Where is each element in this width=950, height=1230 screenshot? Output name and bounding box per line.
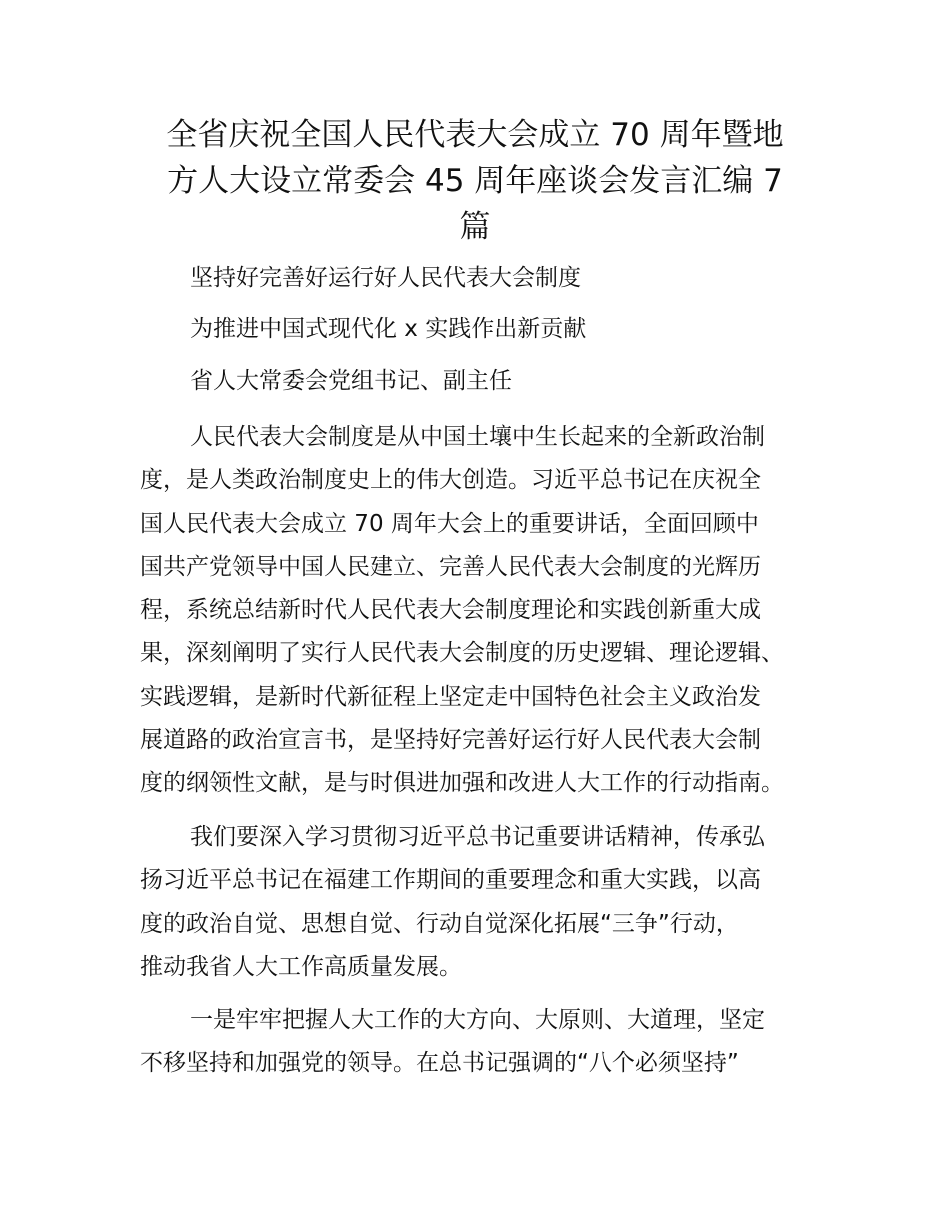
title-line: 篇	[459, 209, 491, 245]
paragraph-line: 实践逻辑，是新时代新征程上坚定走中国特色社会主义政治发	[140, 683, 761, 710]
speech-heading-line-1: 坚持好完善好运行好人民代表大会制度	[190, 265, 581, 291]
document-title	[140, 112, 810, 250]
title-line: 全省庆祝全国人民代表大会成立 70 周年暨地	[166, 117, 784, 153]
paragraph-line: 推动我省人大工作高质量发展。	[140, 953, 462, 980]
paragraph-line: 我们要深入学习贯彻习近平总书记重要讲话精神，传承弘	[190, 824, 765, 850]
speaker-position: 省人大常委会党组书记、副主任	[190, 368, 512, 394]
paragraph-line: 度的纲领性文献，是与时俱进加强和改进人大工作的行动指南。	[140, 770, 784, 797]
paragraph-line: 一是牢牢把握人大工作的大方向、大原则、大道理，坚定	[190, 1007, 765, 1033]
body-paragraph-3	[140, 999, 832, 1086]
paragraph-line: 展道路的政治宣言书，是坚持好完善好运行好人民代表大会制	[140, 727, 761, 754]
paragraph-line: 程，系统总结新时代人民代表大会制度理论和实践创新重大成	[140, 597, 761, 624]
speech-heading-line-2: 为推进中国式现代化 x 实践作出新贡献	[190, 316, 587, 342]
body-paragraph-1	[140, 416, 832, 806]
paragraph-line: 国共产党领导中国人民建立、完善人民代表大会制度的光辉历	[140, 553, 761, 580]
body-paragraph-2	[140, 816, 832, 989]
title-line: 方人大设立常委会 45 周年座谈会发言汇编 7	[167, 163, 783, 199]
paragraph-line: 度的政治自觉、思想自觉、行动自觉深化拓展“三争”行动，	[140, 910, 739, 937]
paragraph-line: 果，深刻阐明了实行人民代表大会制度的历史逻辑、理论逻辑、	[140, 640, 784, 667]
paragraph-line: 人民代表大会制度是从中国土壤中生长起来的全新政治制	[190, 424, 765, 450]
paragraph-line: 不移坚持和加强党的领导。在总书记强调的“八个必须坚持”	[140, 1050, 739, 1077]
paragraph-line: 扬习近平总书记在福建工作期间的重要理念和重大实践，以高	[140, 867, 761, 894]
paragraph-line: 国人民代表大会成立 70 周年大会上的重要讲话，全面回顾中	[140, 510, 759, 537]
paragraph-line: 度，是人类政治制度史上的伟大创造。习近平总书记在庆祝全	[140, 467, 761, 494]
